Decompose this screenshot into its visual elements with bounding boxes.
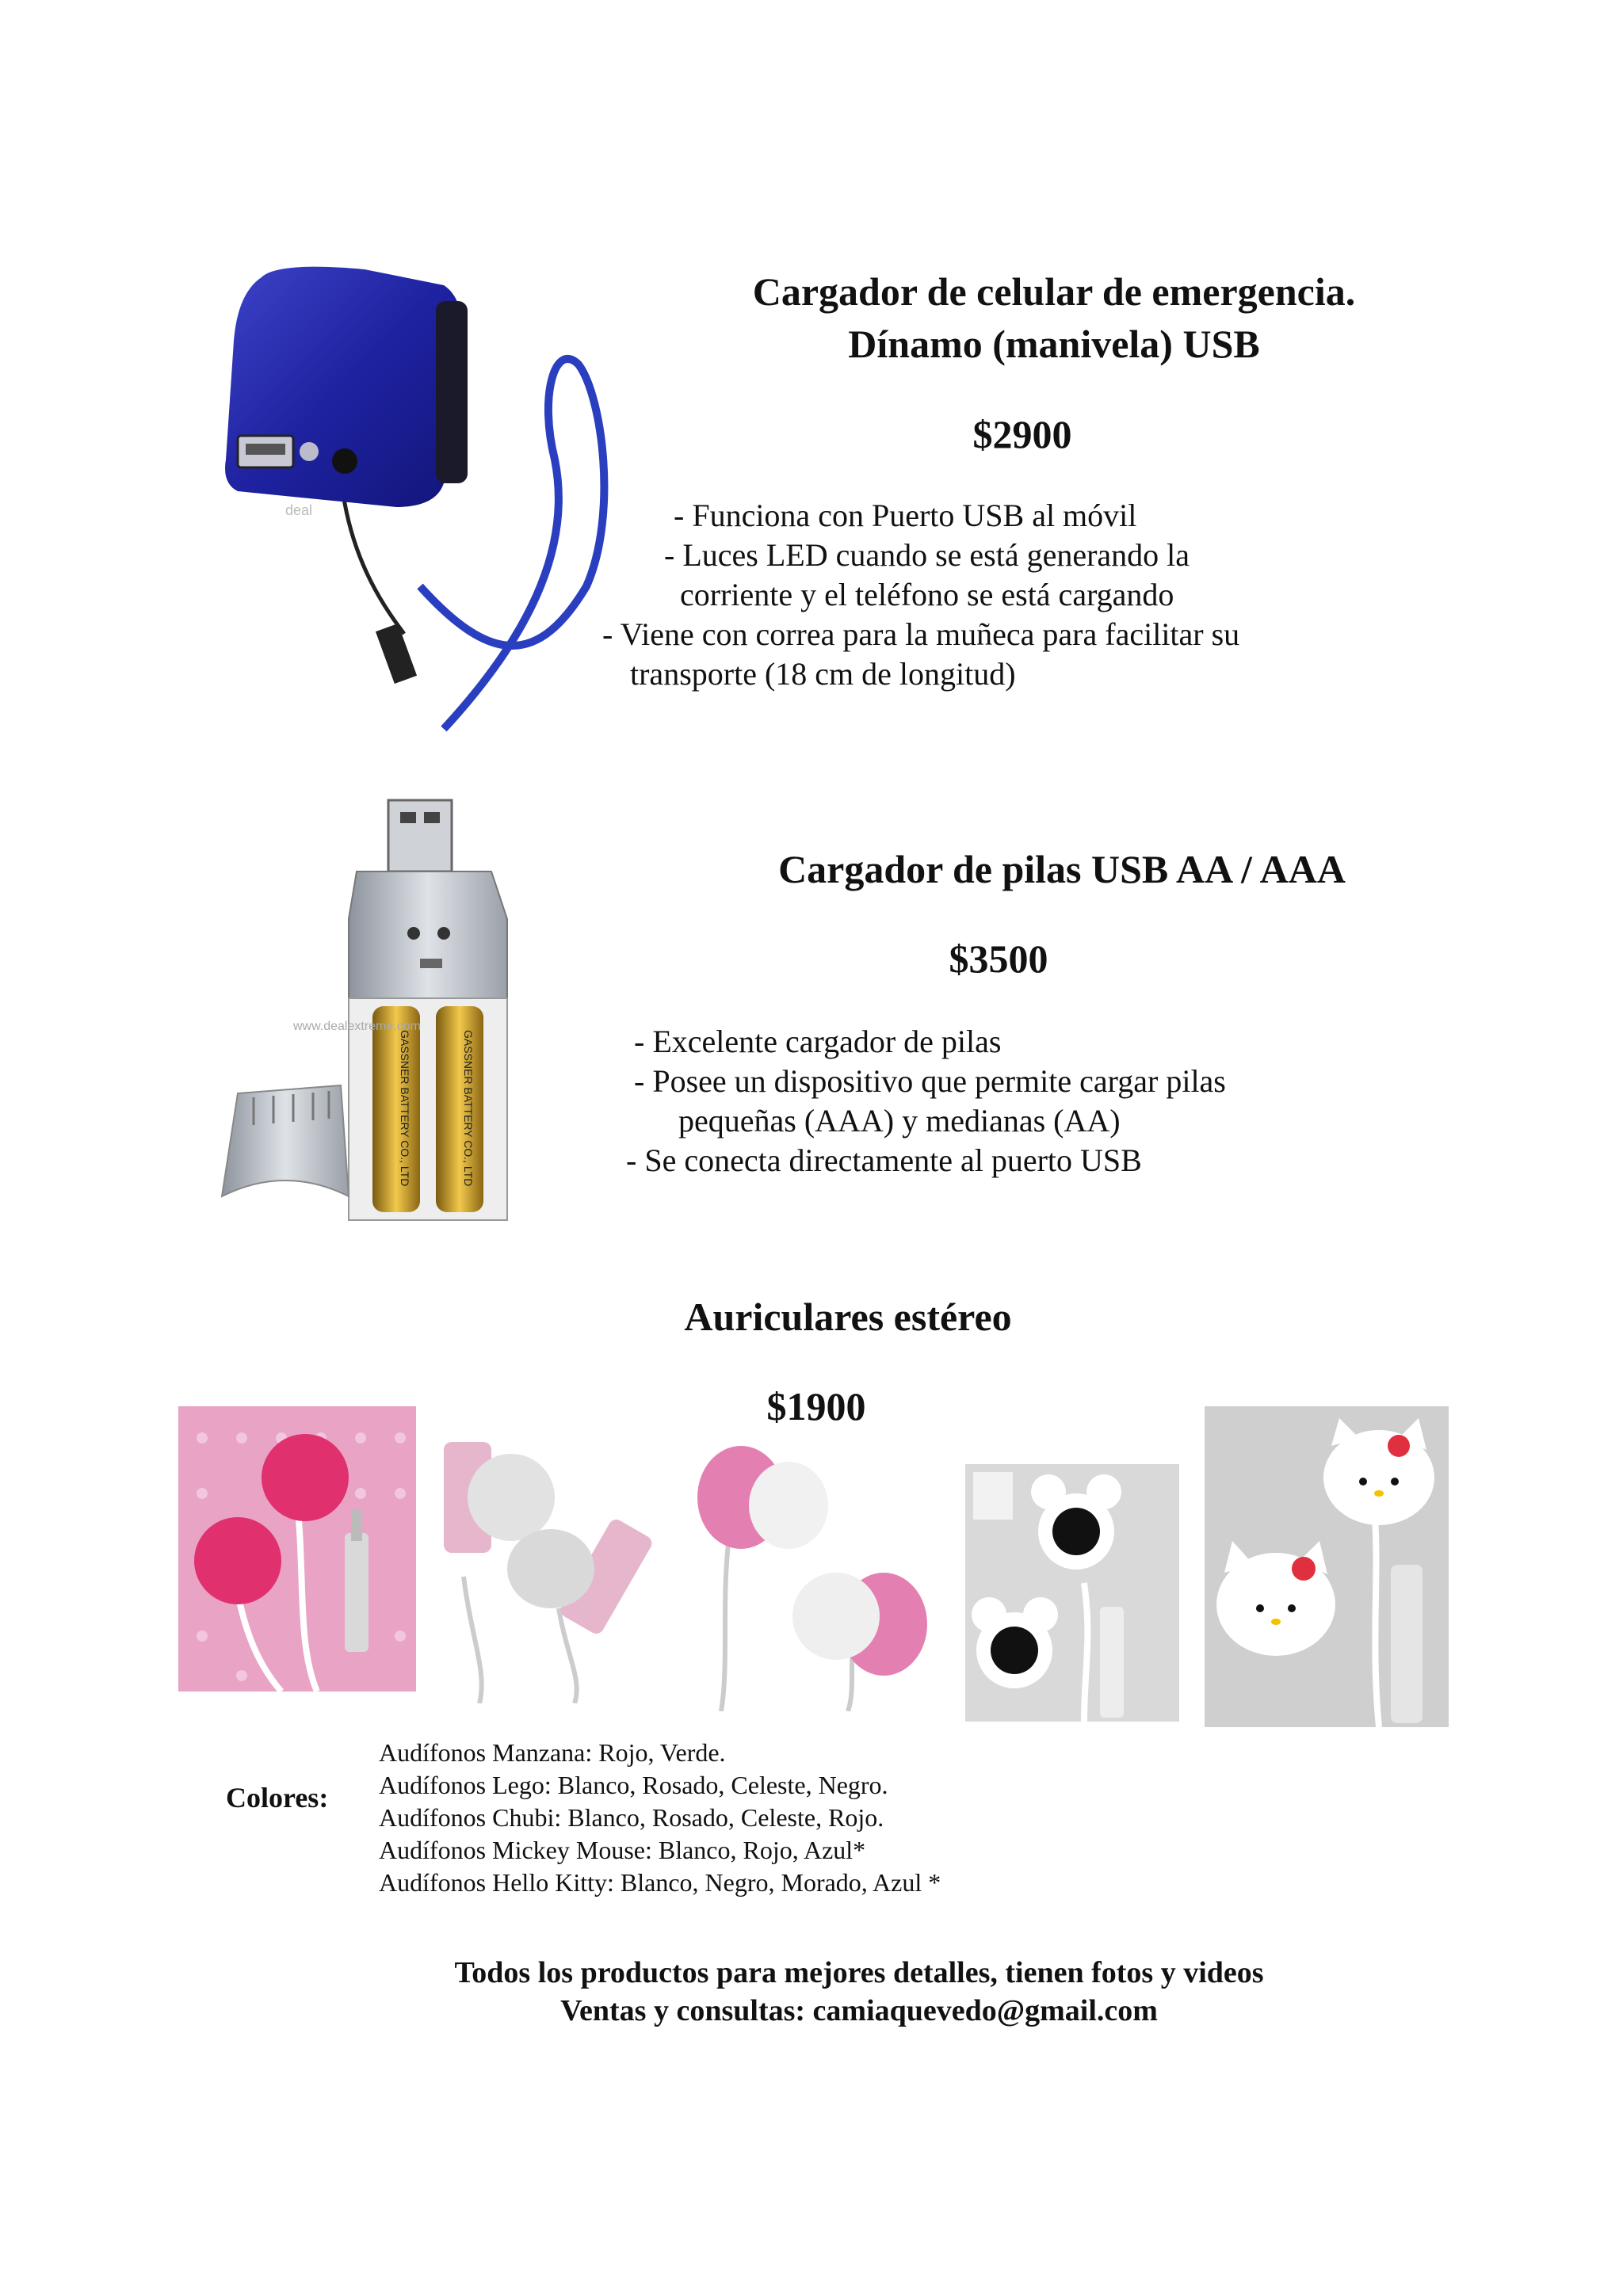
- color-line-2: Audífonos Lego: Blanco, Rosado, Celeste, Negro.: [379, 1771, 888, 1799]
- battery-label-2: GASSNER BATTERY CO., LTD: [462, 1030, 475, 1187]
- product2-price: $3500: [949, 936, 1048, 981]
- product1-bullet-2-cont: corriente y el teléfono se está cargando: [680, 577, 1174, 612]
- product1-price: $2900: [972, 412, 1072, 456]
- dynamo-charger-photo: [206, 254, 666, 745]
- footer-line-2: Ventas y consultas: camiaquevedo@gmail.com: [560, 1994, 1158, 2027]
- watermark-text: deal: [285, 502, 313, 518]
- product1-title-line2: Dínamo (manivela) USB: [848, 322, 1260, 366]
- lego-earphones-photo: [432, 1434, 654, 1703]
- battery-label-1: GASSNER BATTERY CO., LTD: [399, 1030, 411, 1187]
- product2-title: Cargador de pilas USB AA / AAA: [778, 847, 1346, 891]
- hello-kitty-earphones-photo: [1205, 1406, 1449, 1727]
- product2-bullet-3: - Se conecta directamente al puerto USB: [626, 1142, 1142, 1178]
- product1-bullet-1: - Funciona con Puerto USB al móvil: [674, 498, 1137, 533]
- product1-bullet-3: - Viene con correa para la muñeca para facilitar su: [602, 616, 1240, 652]
- product1-bullet-3-cont: transporte (18 cm de longitud): [630, 656, 1016, 692]
- footer-line-1: Todos los productos para mejores detalles, tienen fotos y videos: [454, 1956, 1264, 1989]
- watermark-text-2: www.dealextreme.com: [293, 1020, 421, 1033]
- colors-label: Colores:: [226, 1782, 329, 1814]
- color-line-4: Audífonos Mickey Mouse: Blanco, Rojo, Azul*: [379, 1836, 866, 1864]
- product1-bullet-2: - Luces LED cuando se está generando la: [664, 537, 1190, 573]
- apple-earphones-photo: [178, 1406, 416, 1711]
- color-line-5: Audífonos Hello Kitty: Blanco, Negro, Morado, Azul *: [379, 1868, 941, 1897]
- chubi-earphones-photo: [697, 1442, 927, 1711]
- product3-price: $1900: [766, 1384, 866, 1428]
- product2-bullet-2: - Posee un dispositivo que permite cargar pilas: [634, 1063, 1226, 1099]
- mickey-earphones-photo: [965, 1464, 1179, 1722]
- color-line-1: Audífonos Manzana: Rojo, Verde.: [379, 1738, 726, 1767]
- battery-charger-photo: [206, 792, 539, 1236]
- product2-bullet-2-cont: pequeñas (AAA) y medianas (AA): [678, 1103, 1121, 1138]
- product3-title: Auriculares estéreo: [684, 1295, 1012, 1339]
- color-line-3: Audífonos Chubi: Blanco, Rosado, Celeste, Rojo.: [379, 1803, 884, 1832]
- product1-title-line1: Cargador de celular de emergencia.: [752, 269, 1356, 314]
- product2-bullet-1: - Excelente cargador de pilas: [634, 1024, 1002, 1059]
